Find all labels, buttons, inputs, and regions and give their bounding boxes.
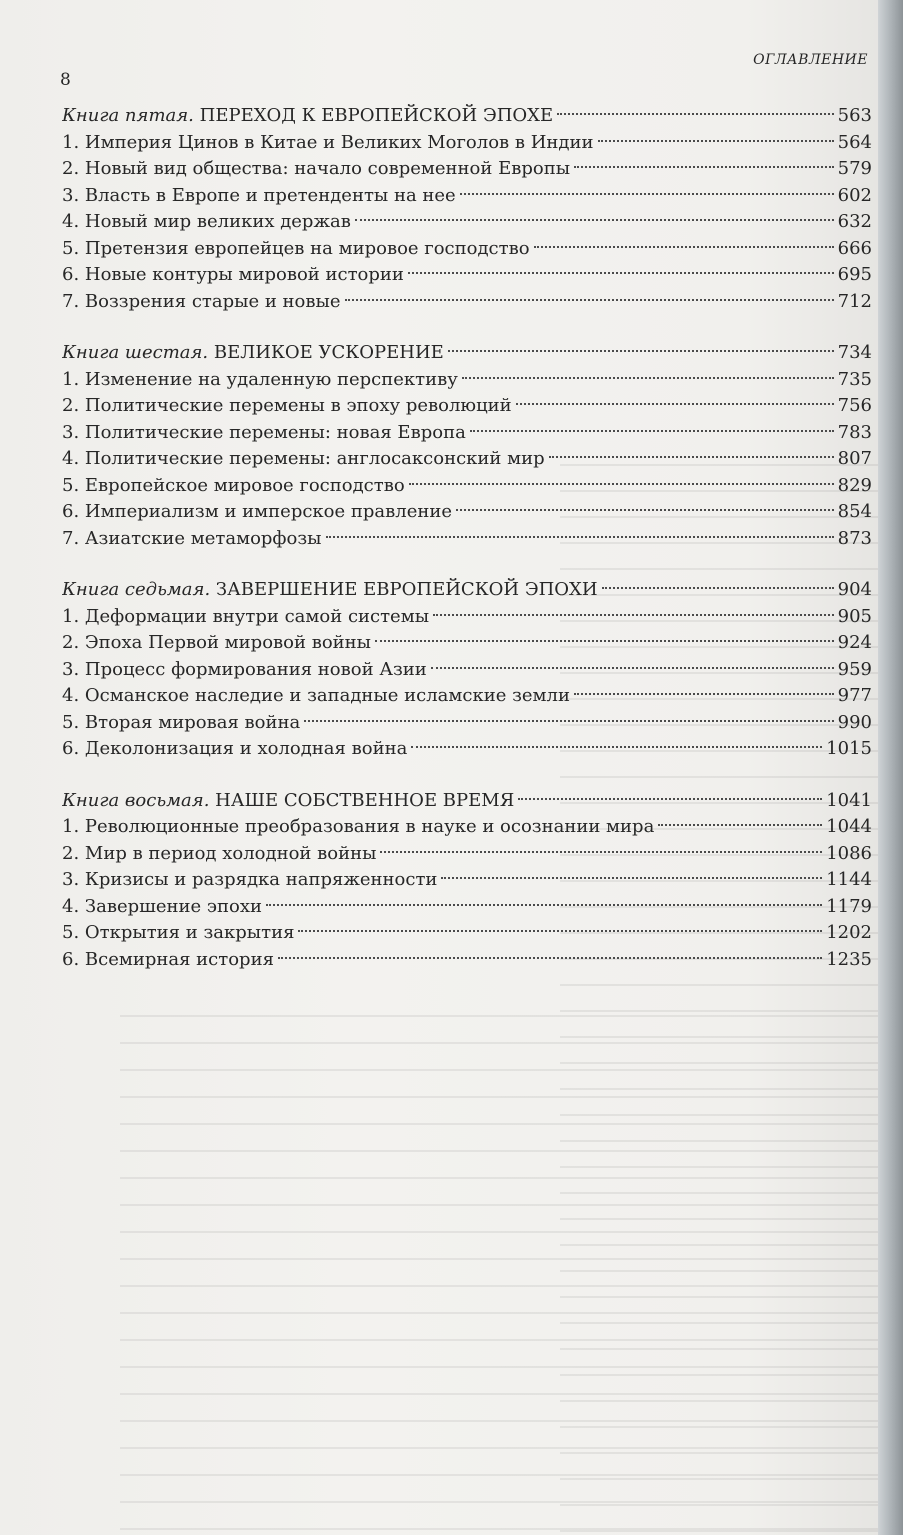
- chapter-page-number: 1179: [826, 895, 872, 917]
- chapter-page-number: 1202: [826, 922, 872, 943]
- book-label: Книга шестая.: [62, 342, 209, 363]
- dot-leader: [380, 851, 822, 853]
- chapter-title: 2. Мир в период холодной войны: [62, 842, 377, 864]
- book-title: ВЕЛИКОЕ УСКОРЕНИЕ: [213, 342, 444, 363]
- dot-leader: [345, 299, 834, 301]
- dot-leader: [456, 509, 834, 511]
- chapter-title: 2. Политические перемены в эпоху революций: [62, 395, 512, 416]
- chapter-page-number: 905: [837, 605, 872, 627]
- chapter-page-number: 924: [837, 632, 872, 653]
- dot-leader: [534, 246, 834, 248]
- chapter-page-number: 564: [837, 131, 872, 153]
- chapter-page-number: 959: [837, 658, 872, 680]
- chapter-page-number: 735: [837, 368, 872, 390]
- dot-leader: [448, 350, 834, 352]
- chapter-title: 6. Всемирная история: [62, 948, 274, 970]
- toc-section: [62, 788, 872, 974]
- chapter-title: 5. Европейское мировое господство: [62, 474, 405, 496]
- chapter-title: 6. Новые контуры мировой истории: [62, 264, 404, 285]
- dot-leader: [470, 430, 834, 432]
- chapter-title: 1. Революционные преобразования в науке и осознании мира: [62, 816, 655, 837]
- toc-section: [62, 577, 872, 763]
- dot-leader: [266, 904, 822, 906]
- chapter-entry: [62, 526, 872, 553]
- chapter-page-number: 1015: [826, 738, 872, 759]
- chapter-entry: [62, 657, 872, 684]
- chapter-page-number: 829: [837, 474, 872, 496]
- chapter-entry: [62, 867, 872, 894]
- chapter-title: 1. Империя Цинов в Китае и Великих Моголов в Индии: [62, 131, 594, 153]
- chapter-page-number: 990: [837, 711, 872, 733]
- book-page-number: 904: [837, 579, 872, 600]
- chapter-title: 4. Новый мир великих держав: [62, 211, 351, 232]
- chapter-entry: [62, 367, 872, 394]
- dot-leader: [304, 720, 833, 722]
- chapter-page-number: 602: [837, 184, 872, 206]
- chapter-page-number: 873: [837, 527, 872, 549]
- chapter-entry: [62, 473, 872, 500]
- chapter-entry: [62, 393, 872, 420]
- chapter-title: 1. Изменение на удаленную перспективу: [62, 368, 458, 390]
- chapter-entry: [62, 420, 872, 447]
- book-title: ЗАВЕРШЕНИЕ ЕВРОПЕЙСКОЙ ЭПОХИ: [215, 579, 598, 600]
- book-page-number: 1041: [826, 789, 872, 811]
- book-page-number: 563: [837, 105, 872, 126]
- chapter-page-number: 695: [837, 264, 872, 285]
- book-label: Книга восьмая.: [62, 789, 210, 811]
- dot-leader: [431, 667, 834, 669]
- toc-section: [62, 340, 872, 552]
- chapter-page-number: 977: [837, 685, 872, 706]
- dot-leader: [278, 957, 822, 959]
- running-head: ОГЛАВЛЕНИЕ: [753, 52, 868, 68]
- book-page-number: 734: [837, 342, 872, 363]
- chapter-entry: [62, 841, 872, 868]
- chapter-entry: [62, 156, 872, 183]
- chapter-entry: [62, 262, 872, 289]
- chapter-entry: [62, 604, 872, 631]
- chapter-entry: [62, 630, 872, 657]
- chapter-entry: [62, 183, 872, 210]
- chapter-entry: [62, 130, 872, 157]
- book-label: Книга седьмая.: [62, 579, 211, 600]
- chapter-title: 3. Кризисы и разрядка напряженности: [62, 869, 438, 890]
- dot-leader: [516, 403, 834, 405]
- dot-leader: [408, 272, 834, 274]
- book-label: Книга пятая.: [62, 105, 194, 126]
- book-heading: [62, 103, 872, 130]
- chapter-title: 2. Новый вид общества: начало современной Европы: [62, 158, 571, 179]
- chapter-title: 3. Власть в Европе и претенденты на нее: [62, 184, 456, 206]
- chapter-entry: [62, 446, 872, 473]
- dot-leader: [574, 166, 834, 168]
- book-heading-title: [62, 103, 553, 130]
- table-of-contents: [62, 103, 872, 998]
- chapter-page-number: 1044: [826, 816, 872, 837]
- chapter-page-number: 632: [837, 211, 872, 232]
- chapter-title: 5. Открытия и закрытия: [62, 922, 295, 943]
- dot-leader: [658, 824, 822, 826]
- dot-leader: [409, 483, 834, 485]
- chapter-title: 4. Османское наследие и западные исламские земли: [62, 685, 570, 706]
- chapter-page-number: 854: [837, 501, 872, 522]
- dot-leader: [355, 219, 834, 221]
- book-title: ПЕРЕХОД К ЕВРОПЕЙСКОЙ ЭПОХЕ: [199, 105, 554, 126]
- chapter-entry: [62, 499, 872, 526]
- chapter-entry: [62, 236, 872, 263]
- book-heading: [62, 340, 872, 367]
- chapter-entry: [62, 289, 872, 316]
- chapter-page-number: 1144: [826, 869, 872, 890]
- dot-leader: [462, 377, 834, 379]
- chapter-page-number: 807: [837, 448, 872, 469]
- page-number: 8: [60, 70, 71, 90]
- chapter-title: 7. Воззрения старые и новые: [62, 290, 341, 312]
- chapter-page-number: 1086: [826, 842, 872, 864]
- chapter-entry: [62, 736, 872, 763]
- chapter-entry: [62, 894, 872, 921]
- chapter-entry: [62, 814, 872, 841]
- dot-leader: [433, 614, 834, 616]
- chapter-page-number: 712: [837, 290, 872, 312]
- chapter-entry: [62, 683, 872, 710]
- dot-leader: [460, 193, 834, 195]
- chapter-title: 4. Завершение эпохи: [62, 895, 262, 917]
- dot-leader: [326, 536, 834, 538]
- chapter-title: 2. Эпоха Первой мировой войны: [62, 632, 372, 653]
- chapter-title: 3. Процесс формирования новой Азии: [62, 658, 427, 680]
- chapter-page-number: 579: [837, 158, 872, 179]
- chapter-title: 4. Политические перемены: англосаксонский мир: [62, 448, 545, 469]
- chapter-entry: [62, 947, 872, 974]
- book-heading: [62, 788, 872, 815]
- chapter-title: 5. Вторая мировая война: [62, 711, 301, 733]
- chapter-title: 6. Империализм и имперское правление: [62, 501, 453, 522]
- chapter-entry: [62, 710, 872, 737]
- dot-leader: [574, 693, 834, 695]
- chapter-entry: [62, 920, 872, 947]
- dot-leader: [518, 798, 822, 800]
- chapter-title: 3. Политические перемены: новая Европа: [62, 421, 466, 443]
- chapter-page-number: 783: [837, 421, 872, 443]
- book-heading-title: [62, 340, 444, 367]
- chapter-entry: [62, 209, 872, 236]
- chapter-page-number: 666: [837, 237, 872, 259]
- chapter-page-number: 1235: [826, 948, 872, 970]
- book-spine-edge: [878, 0, 903, 1535]
- book-heading-title: [62, 788, 514, 815]
- dot-leader: [549, 456, 834, 458]
- chapter-title: 7. Азиатские метаморфозы: [62, 527, 322, 549]
- dot-leader: [557, 113, 834, 115]
- dot-leader: [411, 746, 822, 748]
- book-heading-title: [62, 577, 598, 604]
- dot-leader: [441, 877, 822, 879]
- dot-leader: [602, 587, 834, 589]
- bleed-through-text-lower: [120, 990, 880, 1535]
- dot-leader: [298, 930, 822, 932]
- chapter-title: 5. Претензия европейцев на мировое господство: [62, 237, 530, 259]
- chapter-title: 1. Деформации внутри самой системы: [62, 605, 430, 627]
- dot-leader: [375, 640, 834, 642]
- chapter-page-number: 756: [837, 395, 872, 416]
- toc-section: [62, 103, 872, 315]
- book-title: НАШЕ СОБСТВЕННОЕ ВРЕМЯ: [215, 789, 515, 811]
- dot-leader: [598, 140, 834, 142]
- book-heading: [62, 577, 872, 604]
- chapter-title: 6. Деколонизация и холодная война: [62, 738, 408, 759]
